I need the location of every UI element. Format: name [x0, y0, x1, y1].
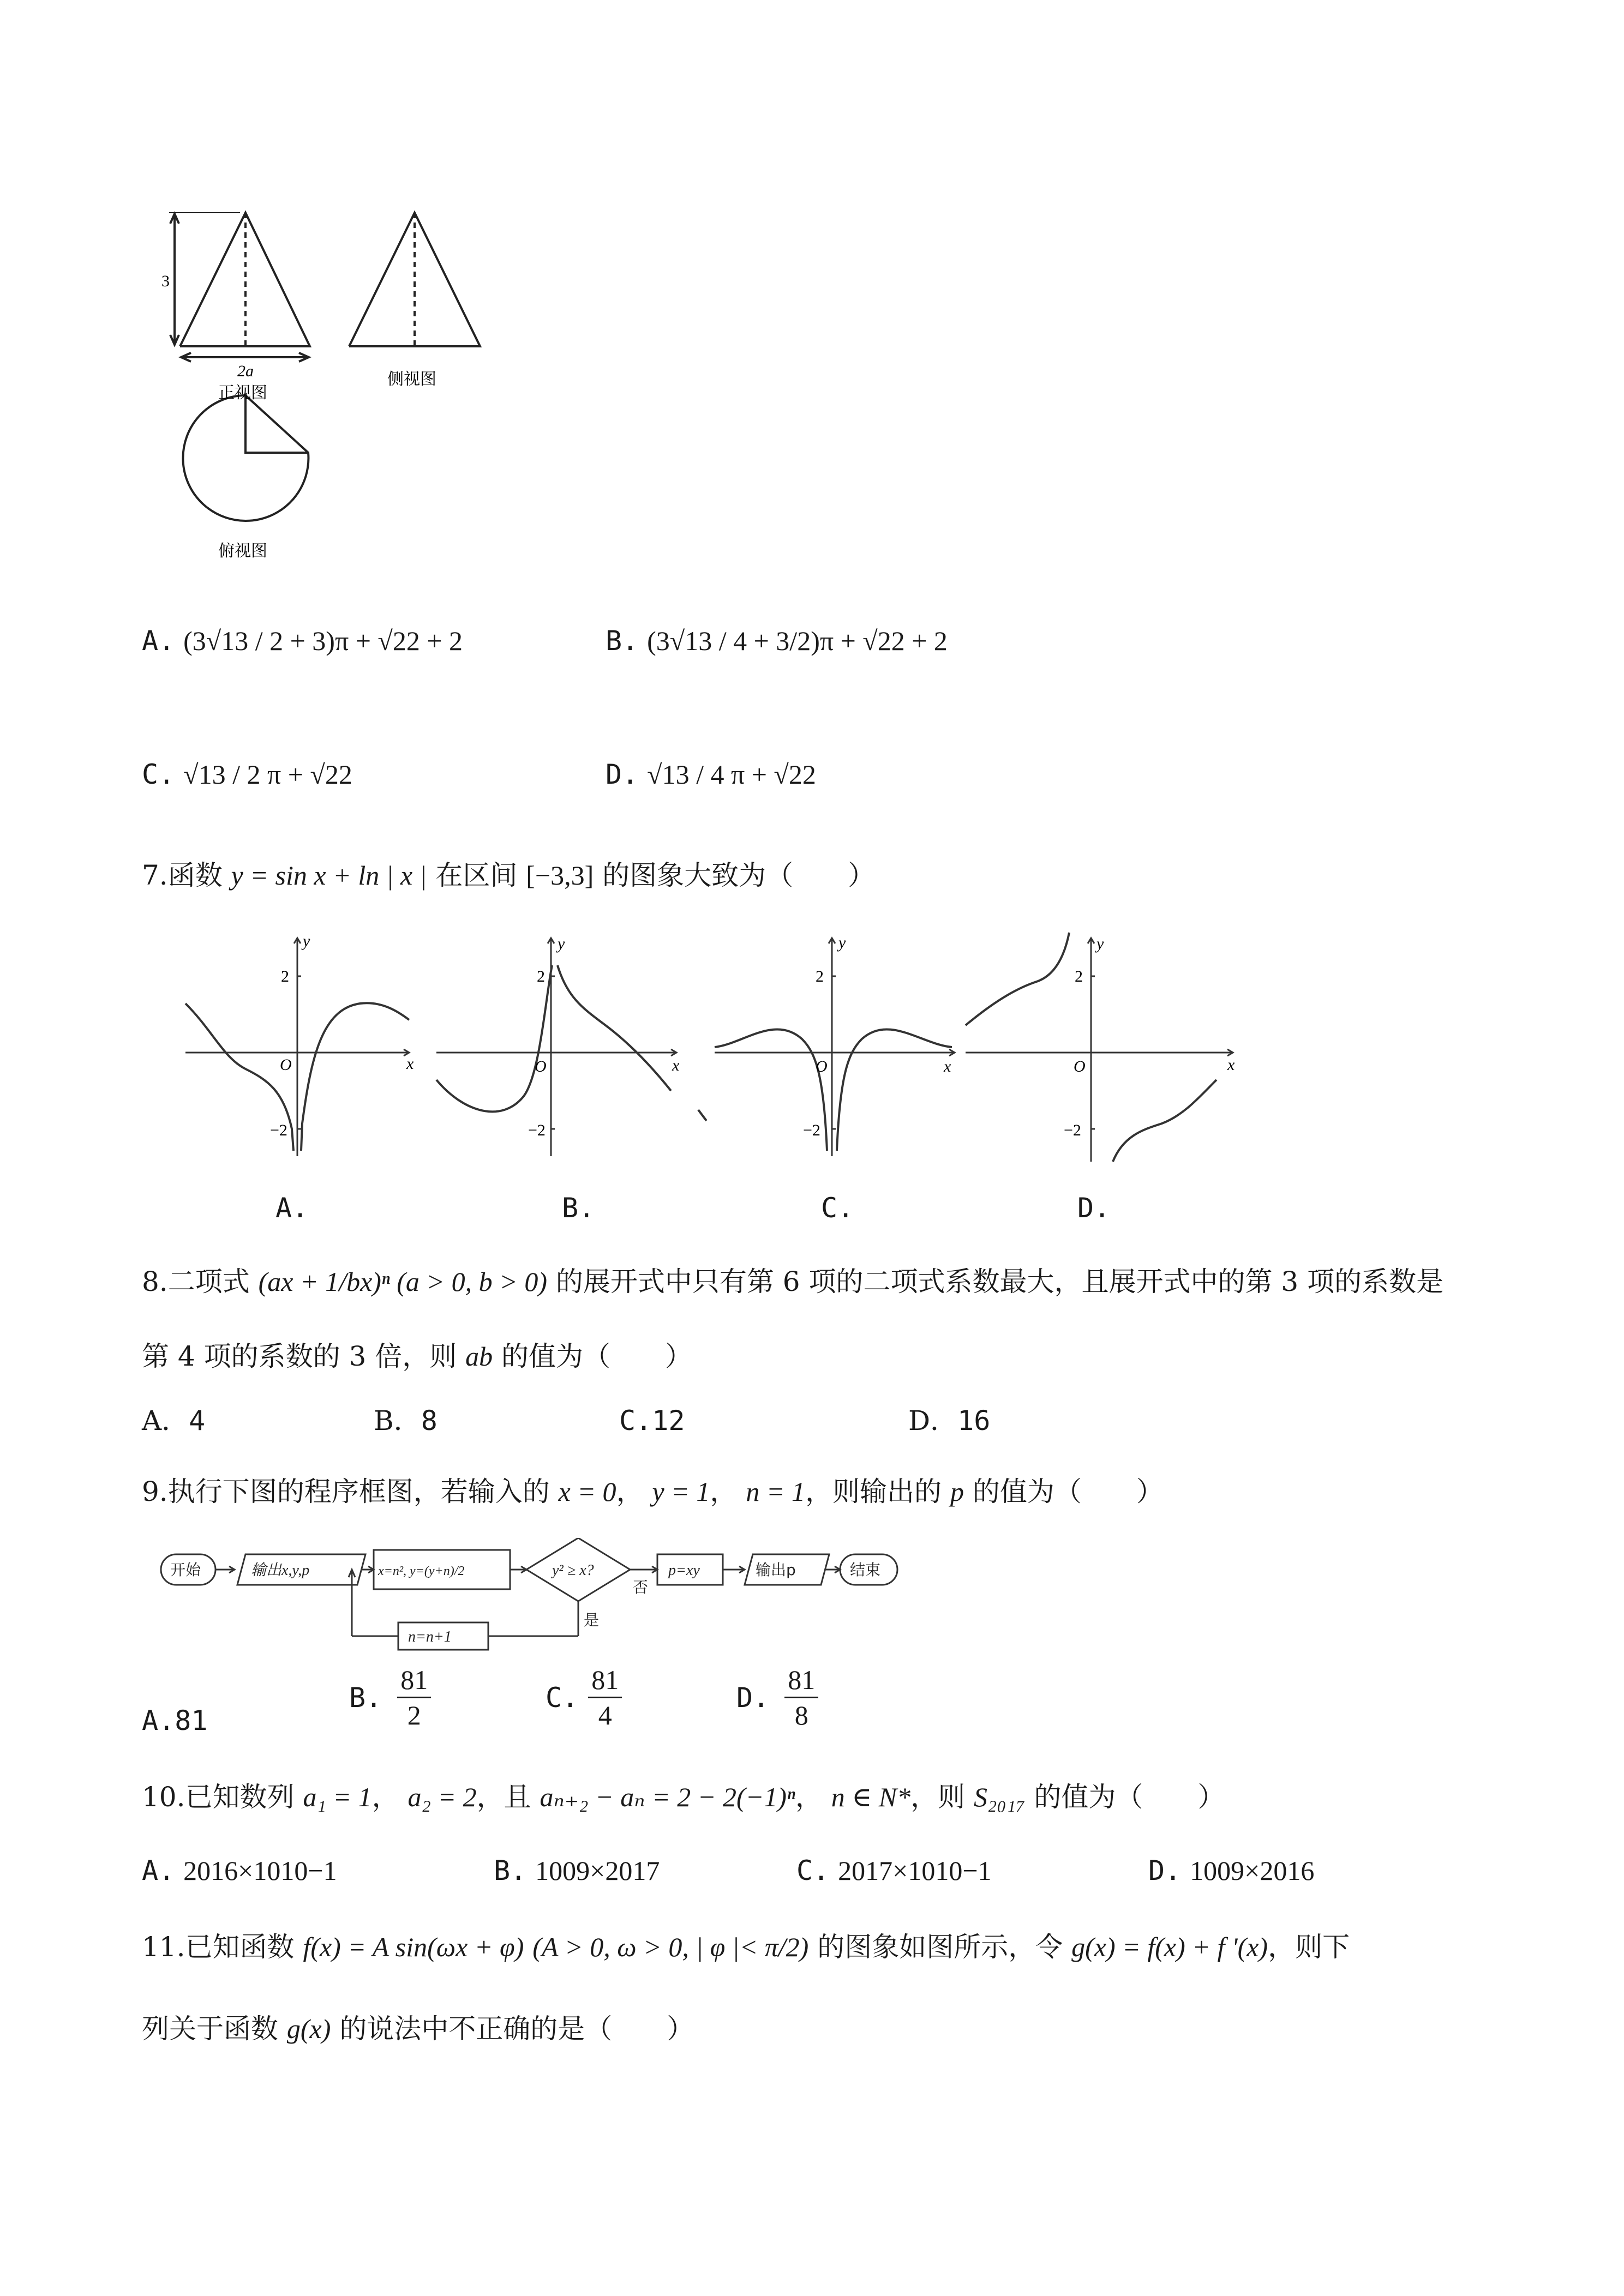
svg-text:−2: −2 [1064, 1121, 1081, 1139]
q9-option-c: C. $\frac{81}{4}$ [546, 1666, 622, 1729]
q9-stem: 9.执行下图的程序框图，若输入的 x = 0， y = 1， n = 1，则输出的 p 的值为（ ） [142, 1476, 1164, 1507]
three-view-drawing [158, 196, 496, 567]
q9-option-a: A. 81 [142, 1705, 208, 1736]
q8-option-c: C.12 [619, 1405, 685, 1436]
svg-text:2: 2 [1075, 967, 1083, 985]
q7-graph-b [431, 933, 715, 1162]
svg-text:2: 2 [816, 967, 824, 985]
q10-option-c: C. 2017×1010−1 [796, 1855, 992, 1886]
flowchart [158, 1538, 906, 1663]
q7-stem: 7.函数 y = sin x + ln | x | 在区间 [−3,3] 的图象大致为（ ） [142, 860, 876, 891]
q10-option-b: B. 1009×2017 [494, 1855, 660, 1886]
svg-text:O: O [1074, 1057, 1086, 1075]
svg-text:p=xy: p=xy [668, 1562, 700, 1579]
svg-text:y: y [838, 934, 846, 952]
q6-option-a: A. (3√13 / 2 + 3)π + √22 + 2 [142, 625, 463, 657]
svg-text:否: 否 [633, 1578, 649, 1596]
svg-text:是: 是 [584, 1611, 600, 1629]
svg-text:−2: −2 [528, 1121, 546, 1139]
front-view-label: 正视图 [218, 383, 267, 402]
svg-text:O: O [535, 1057, 547, 1075]
q8-option-b: B．8 [374, 1405, 438, 1436]
q11-stem-line2: 列关于函数 g(x) 的说法中不正确的是（ ） [142, 2013, 694, 2045]
svg-text:−2: −2 [803, 1121, 820, 1139]
q7-graph-c [709, 933, 960, 1162]
side-view-label: 侧视图 [387, 370, 436, 389]
svg-text:x: x [944, 1057, 951, 1075]
q6-option-a-expr: (3√13 / 2 + 3)π + √22 + 2 [183, 626, 463, 656]
svg-text:y: y [303, 933, 310, 950]
q8-stem-line1: 8.二项式 (ax + 1/bx)ⁿ (a > 0, b > 0) 的展开式中只有第 6 项的二项式系数最大，且展开式中的第 3 项的系数是 [142, 1266, 1444, 1297]
svg-text:y² ≥ x?: y² ≥ x? [552, 1562, 594, 1579]
q10-stem: 10.已知数列 a₁ = 1， a₂ = 2，且 aₙ₊₂ − aₙ = 2 − 2(−1)ⁿ， n ∈ N*，则 S₂₀₁₇ 的值为（ ） [142, 1781, 1225, 1813]
q11-stem-line1: 11.已知函数 f(x) = A sin(ωx + φ) (A > 0, ω > 0, | φ |< π/2) 的图象如图所示，令 g(x) = f(x) + f '(x)，则下 [142, 1931, 1350, 1963]
svg-text:2: 2 [281, 967, 289, 985]
top-view-label: 俯视图 [218, 542, 267, 561]
q7-graph-d [960, 927, 1238, 1167]
height-label: 3 [161, 272, 170, 290]
svg-text:O: O [816, 1057, 828, 1075]
svg-text:2: 2 [537, 967, 545, 985]
svg-text:x: x [672, 1056, 680, 1074]
svg-text:y: y [1096, 935, 1104, 953]
svg-text:x: x [1227, 1056, 1235, 1074]
svg-text:n=n+1: n=n+1 [408, 1628, 452, 1645]
q8-option-a: A．4 [142, 1405, 206, 1436]
svg-text:开始: 开始 [170, 1561, 201, 1579]
q8-option-d: D．16 [908, 1405, 991, 1436]
width-label: 2a [237, 362, 254, 380]
svg-text:输出x,y,p: 输出x,y,p [251, 1562, 310, 1579]
svg-text:y: y [558, 935, 565, 953]
q7-option-c: C. [821, 1192, 854, 1224]
q7-option-a: A. [275, 1192, 309, 1224]
q7-option-b: B. [562, 1192, 595, 1224]
q6-option-c: C. √13 / 2 π + √22 [142, 759, 352, 790]
q7-option-d: D. [1077, 1192, 1111, 1224]
svg-text:结束: 结束 [850, 1561, 881, 1579]
q8-stem-line2: 第 4 项的系数的 3 倍，则 ab 的值为（ ） [142, 1341, 693, 1372]
svg-text:输出p: 输出p [756, 1561, 796, 1579]
svg-text:O: O [280, 1056, 292, 1074]
q9-option-d: D. $\frac{81}{8}$ [736, 1666, 818, 1729]
q6-option-c-expr: √13 / 2 π + √22 [183, 759, 352, 790]
q9-option-b: B. $\frac{81}{2}$ [349, 1666, 431, 1729]
svg-text:x: x [406, 1055, 414, 1073]
q10-option-d: D. 1009×2016 [1148, 1855, 1315, 1886]
q10-option-a: A. 2016×1010−1 [142, 1855, 337, 1886]
q6-option-d: D. √13 / 4 π + √22 [606, 759, 816, 790]
svg-text:−2: −2 [270, 1121, 287, 1139]
q6-option-b: B. (3√13 / 4 + 3/2)π + √22 + 2 [606, 625, 948, 657]
q6-option-d-expr: √13 / 4 π + √22 [647, 759, 816, 790]
q7-graph-a [180, 933, 415, 1162]
q6-option-b-expr: (3√13 / 4 + 3/2)π + √22 + 2 [647, 626, 948, 656]
svg-text:x=n², y=(y+n)/2: x=n², y=(y+n)/2 [378, 1564, 465, 1578]
three-view-figure [158, 196, 496, 567]
